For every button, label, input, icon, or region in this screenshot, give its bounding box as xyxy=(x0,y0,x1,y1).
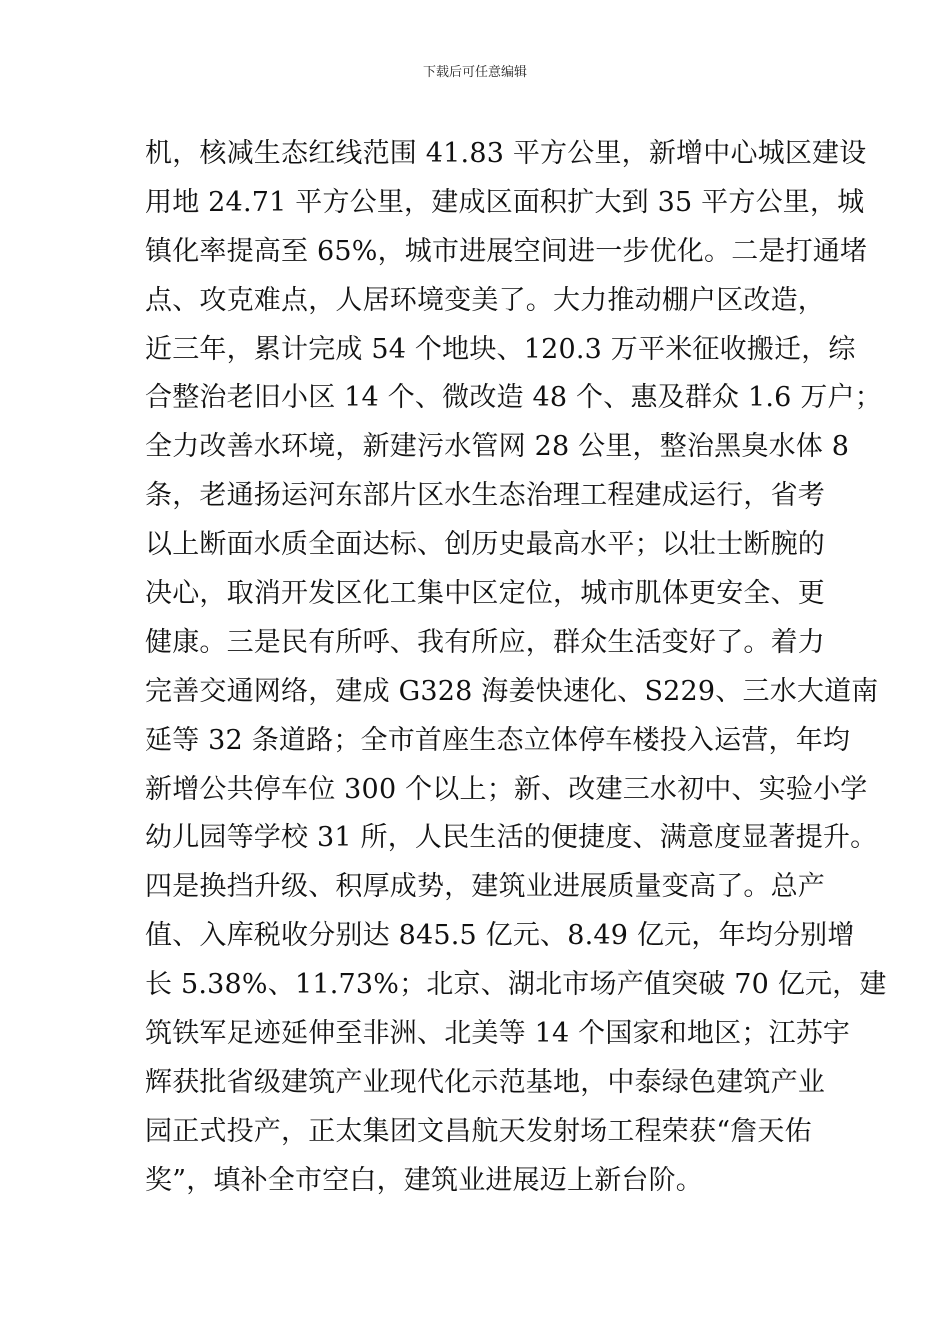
text-line: 决心，取消开发区化工集中区定位，城市肌体更安全、更 xyxy=(145,578,825,610)
text-line: 机，核减生态红线范围 41.83 平方公里，新增中心城区建设 xyxy=(145,138,867,169)
text-line: 点、攻克难点，人居环境变美了。大力推动棚户区改造， xyxy=(145,284,825,316)
text-line: 新增公共停车位 300 个以上；新、改建三水初中、实验小学 xyxy=(145,773,868,805)
text-line: 以上断面水质全面达标、创历史最高水平；以壮士断腕的 xyxy=(145,529,825,561)
text-line: 幼儿园等学校 31 所，人民生活的便捷度、满意度显著提升。 xyxy=(145,822,878,854)
text-line: 近三年，累计完成 54 个地块、120.3 万平米征收搬迁，综 xyxy=(145,333,856,365)
text-line: 合整治老旧小区 14 个、微改造 48 个、惠及群众 1.6 万户； xyxy=(145,382,882,414)
text-line: 延等 32 条道路；全市首座生态立体停车楼投入运营，年均 xyxy=(145,724,851,756)
text-line: 辉获批省级建筑产业现代化示范基地，中泰绿色建筑产业 xyxy=(145,1066,825,1098)
text-line: 长 5.38%、11.73%；北京、湖北市场产值突破 70 亿元，建 xyxy=(145,969,887,1001)
text-line: 条，老通扬运河东部片区水生态治理工程建成运行，省考 xyxy=(145,480,825,512)
text-line: 园正式投产，正太集团文昌航天发射场工程荣获“詹天佑 xyxy=(145,1115,812,1147)
text-line: 奖”，填补全市空白，建筑业进展迈上新台阶。 xyxy=(145,1164,704,1196)
text-line: 镇化率提高至 65%，城市进展空间进一步优化。二是打通堵 xyxy=(145,235,868,267)
text-line: 筑铁军足迹延伸至非洲、北美等 14 个国家和地区；江苏宇 xyxy=(145,1018,851,1050)
text-line: 完善交通网络，建成 G328 海姜快速化、S229、三水大道南 xyxy=(145,675,879,707)
text-line: 健康。三是民有所呼、我有所应，群众生活变好了。着力 xyxy=(145,626,825,658)
body-paragraph xyxy=(145,130,887,1206)
text-line: 四是换挡升级、积厚成势，建筑业进展质量变高了。总产 xyxy=(145,871,825,903)
text-line: 全力改善水环境，新建污水管网 28 公里，整治黑臭水体 8 xyxy=(145,431,850,463)
text-line: 值、入库税收分别达 845.5 亿元、8.49 亿元，年均分别增 xyxy=(145,920,855,952)
page-header: 下载后可任意编辑 xyxy=(422,65,527,80)
text-line: 用地 24.71 平方公里，建成区面积扩大到 35 平方公里，城 xyxy=(145,186,865,218)
